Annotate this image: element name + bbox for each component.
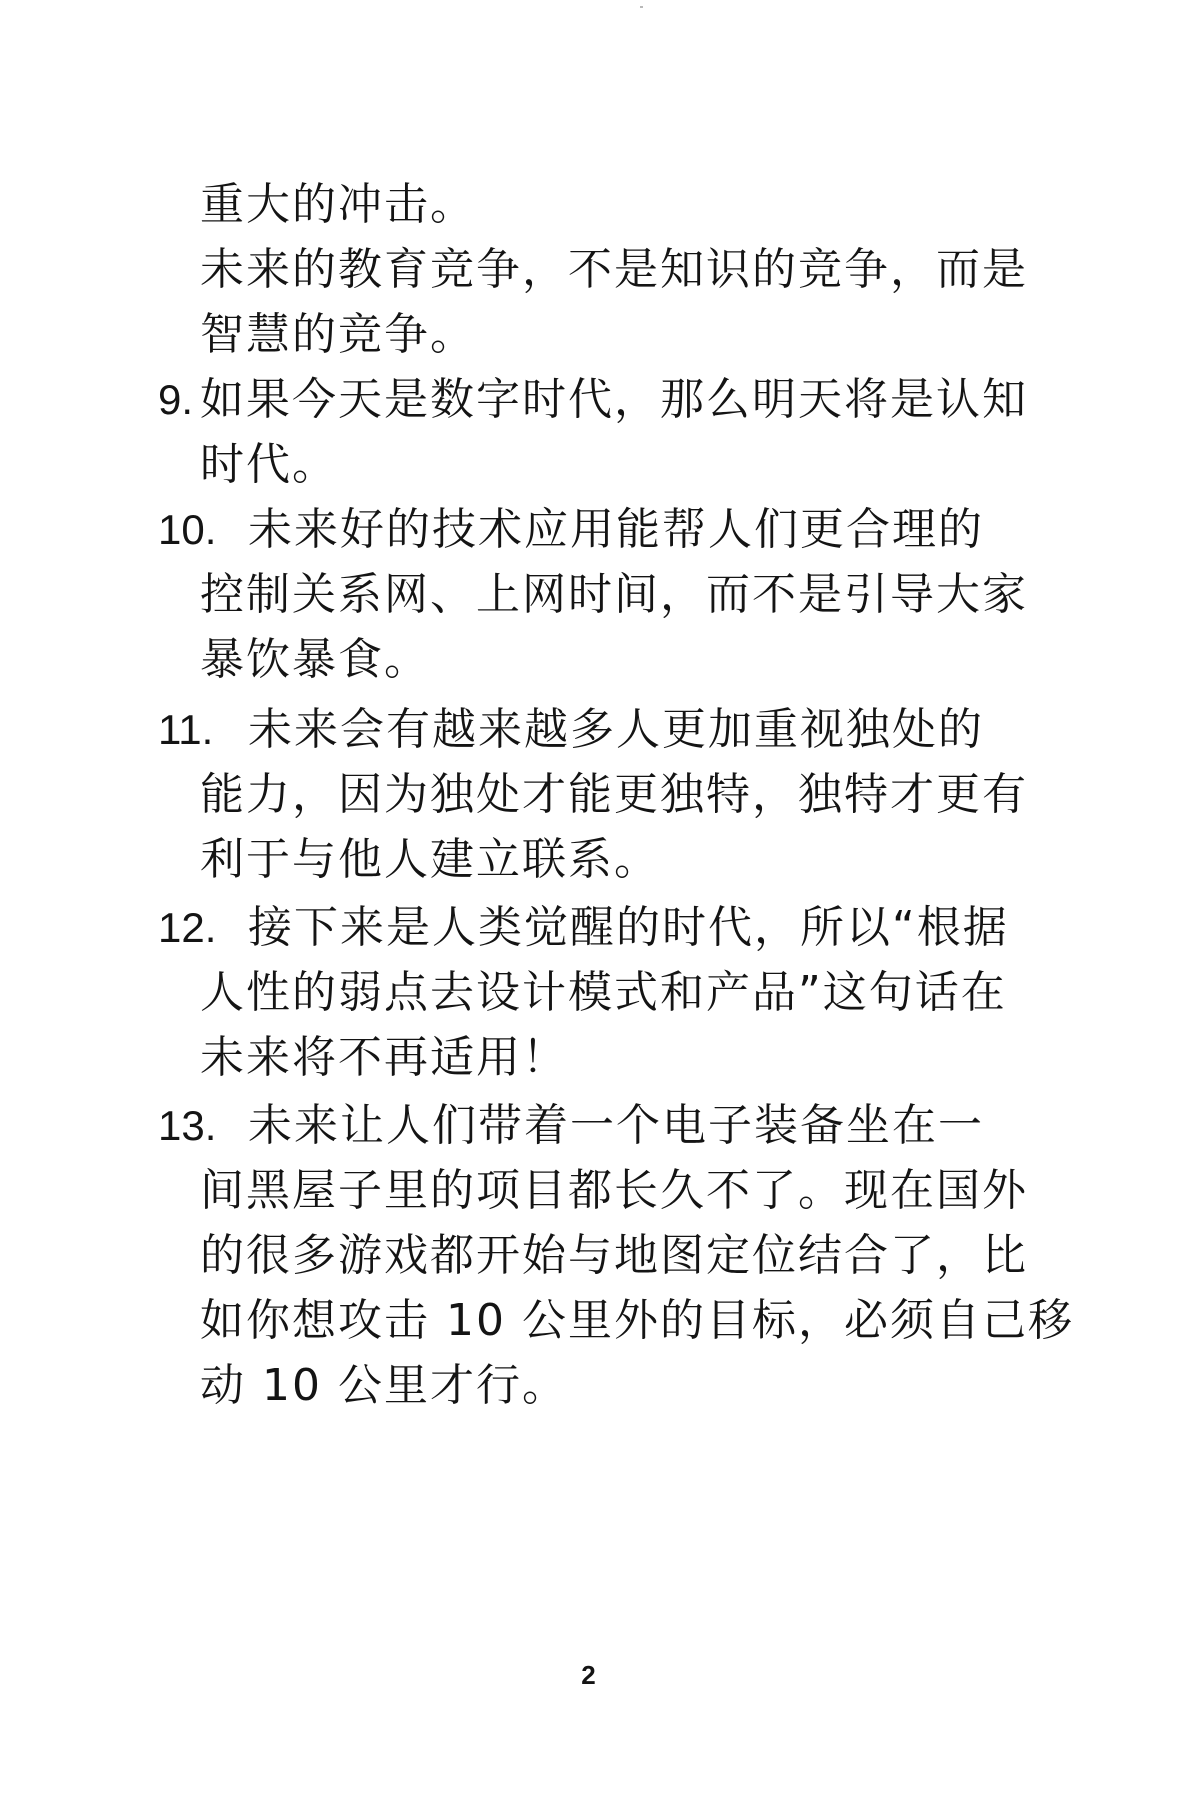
item-number: 10. bbox=[158, 506, 217, 553]
list-item-9 bbox=[158, 370, 1028, 430]
line-text: 未来会有越来越多人更加重视独处的 bbox=[248, 704, 984, 755]
line-text: 利于与他人建立联系。 bbox=[200, 834, 660, 885]
list-item-12 bbox=[158, 898, 1009, 958]
item-number: 13. bbox=[158, 1102, 217, 1149]
line-text: 间黑屋子里的项目都长久不了。现在国外 bbox=[200, 1165, 1028, 1216]
line-text: 如果今天是数字时代，那么明天将是认知 bbox=[200, 374, 1028, 425]
list-item-11 bbox=[158, 700, 984, 760]
text-line bbox=[200, 305, 476, 365]
text-line bbox=[200, 765, 1028, 825]
line-text: 未来让人们带着一个电子装备坐在一 bbox=[248, 1100, 984, 1151]
scan-speck bbox=[640, 6, 643, 8]
text-line bbox=[200, 1028, 568, 1088]
text-line bbox=[200, 565, 1028, 625]
text-line bbox=[200, 830, 660, 890]
line-text: 控制关系网、上网时间，而不是引导大家 bbox=[200, 569, 1028, 620]
line-text: 未来将不再适用！ bbox=[200, 1032, 568, 1083]
line-text: 未来好的技术应用能帮人们更合理的 bbox=[248, 504, 984, 555]
line-text: 能力，因为独处才能更独特，独特才更有 bbox=[200, 769, 1028, 820]
item-number: 12. bbox=[158, 904, 217, 951]
list-item-10 bbox=[158, 500, 984, 560]
item-number: 9. bbox=[158, 376, 194, 423]
line-text: 人性的弱点去设计模式和产品”这句话在 bbox=[200, 967, 1007, 1018]
line-text: 智慧的竞争。 bbox=[200, 309, 476, 360]
text-line bbox=[200, 1226, 1028, 1286]
item-number: 11. bbox=[158, 706, 214, 753]
list-item-13 bbox=[158, 1096, 984, 1156]
text-line bbox=[200, 963, 1007, 1023]
text-line bbox=[200, 1161, 1028, 1221]
text-line bbox=[200, 1356, 568, 1416]
text-line bbox=[200, 435, 338, 495]
line-text: 未来的教育竞争，不是知识的竞争，而是 bbox=[200, 244, 1028, 295]
line-text: 暴饮暴食。 bbox=[200, 634, 430, 685]
line-text: 时代。 bbox=[200, 439, 338, 490]
line-text: 接下来是人类觉醒的时代，所以“根据 bbox=[248, 902, 1009, 953]
text-line bbox=[200, 630, 430, 690]
line-text: 动 10 公里才行。 bbox=[200, 1360, 568, 1411]
text-line bbox=[200, 240, 1028, 300]
text-line bbox=[200, 175, 476, 235]
line-text: 的很多游戏都开始与地图定位结合了，比 bbox=[200, 1230, 1028, 1281]
line-text: 如你想攻击 10 公里外的目标，必须自己移 bbox=[200, 1295, 1074, 1346]
page-number: 2 bbox=[581, 1660, 596, 1690]
line-text: 重大的冲击。 bbox=[200, 179, 476, 230]
text-line bbox=[200, 1291, 1074, 1351]
